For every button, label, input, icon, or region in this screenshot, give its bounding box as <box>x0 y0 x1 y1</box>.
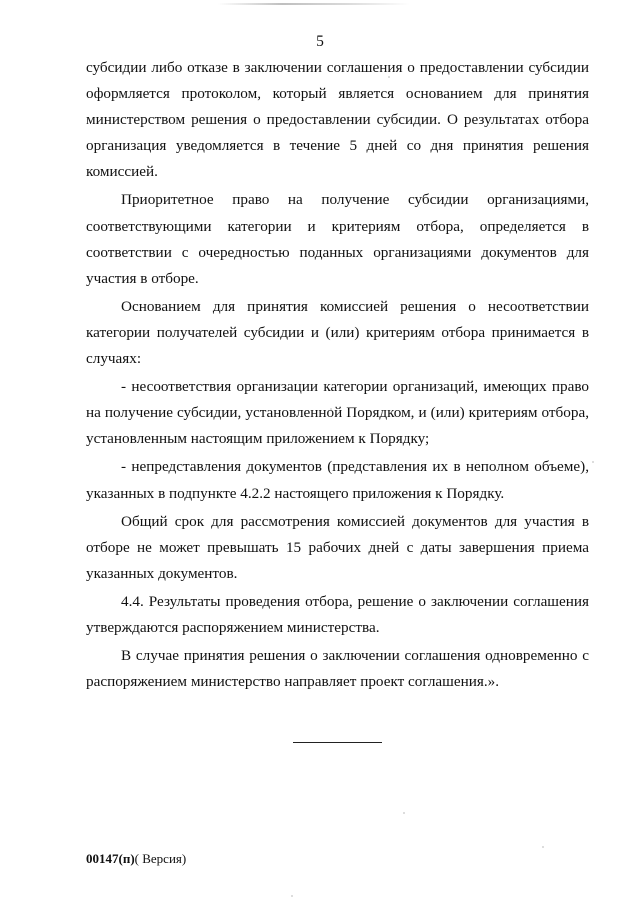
paragraph-5: - непредставления документов (представления их в неполном объеме), указанных в подпункте 4.2.2 настоящего приложения к Порядку. <box>86 458 589 502</box>
paragraph-2: Приоритетное право на получение субсидии организациями, соответствующими категории и критериям отбора, определяется в соответствии с очередностью поданных организациями документов для участия в отборе. <box>86 191 589 287</box>
scan-speck <box>330 408 332 410</box>
scan-speck <box>592 461 594 463</box>
scan-speck <box>542 846 544 848</box>
paragraph-8: В случае принятия решения о заключении соглашения одновременно с распоряжением министерство направляет проект соглашения.». <box>86 647 589 691</box>
scan-speck <box>388 76 390 78</box>
paragraph-6: Общий срок для рассмотрения комиссией документов для участия в отборе не может превышать 15 рабочих дней с даты завершения приема указанных документов. <box>86 512 589 582</box>
paragraph-4: - несоответствия организации категории организаций, имеющих право на получение субсидии, установленной Порядком, и (или) критериям отбора, установленным настоящим приложением к Порядку; <box>86 378 589 448</box>
page-number: 5 <box>316 33 324 50</box>
end-separator-line <box>293 742 382 743</box>
scan-speck <box>403 812 405 814</box>
document-body <box>86 55 589 695</box>
paragraph-1: субсидии либо отказе в заключении соглашения о предоставлении субсидии оформляется протоколом, который является основанием для принятия министерством решения о предоставлении субсидии. О результатах отбора организация уведомляется в течение 5 дней со дня принятия решения комиссией. <box>86 59 589 181</box>
paragraph-3: Основанием для принятия комиссией решения о несоответствии категории получателей субсидии и (или) критериям отбора принимается в случаях: <box>86 297 589 368</box>
scan-speck <box>574 199 576 201</box>
header-scan-artifact <box>0 0 640 8</box>
scan-speck <box>291 895 293 897</box>
footer-code-number: 00147(п) <box>86 851 135 866</box>
footer-code-version: ( Версия) <box>134 851 187 866</box>
paragraph-7: 4.4. Результаты проведения отбора, решение о заключении соглашения утверждаются распоряжением министерства. <box>86 592 589 636</box>
footer-document-code <box>86 850 186 868</box>
